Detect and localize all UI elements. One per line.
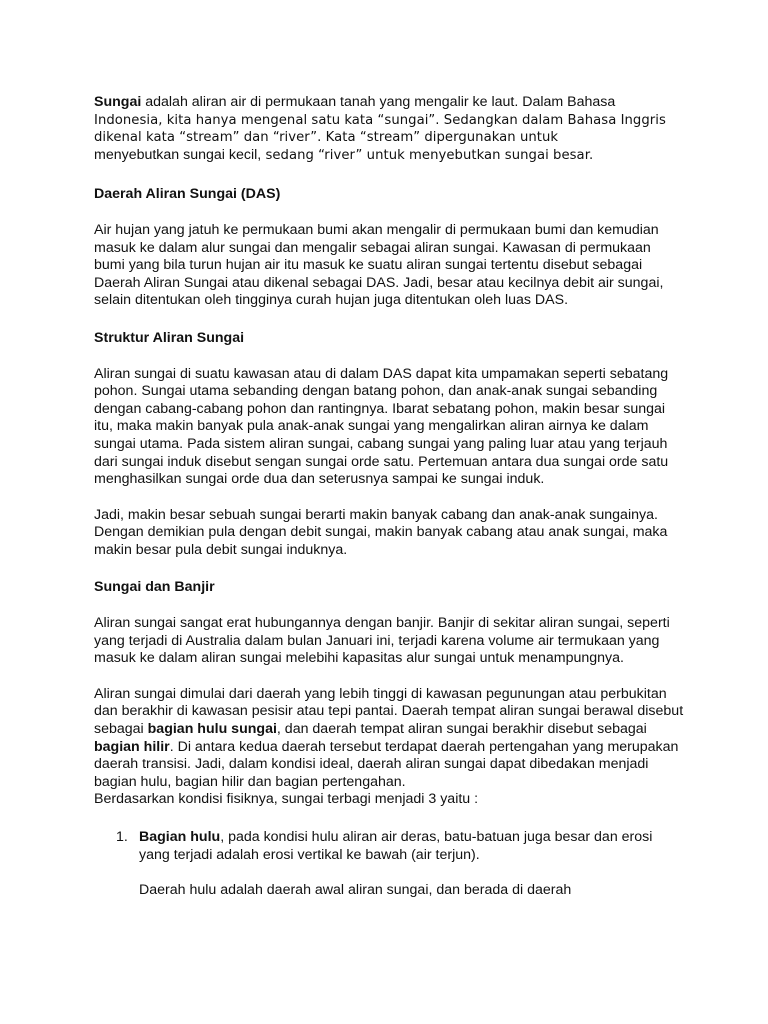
- heading-banjir: Sungai dan Banjir: [94, 579, 215, 596]
- banjir-paragraph-3: Berdasarkan kondisi fisiknya, sungai terbagi menjadi 3 yaitu :: [94, 791, 479, 808]
- intro-text-1: adalah aliran air di permukaan tanah yang mengalir ke laut. Dalam Bahasa: [141, 94, 616, 110]
- heading-struktur: Struktur Aliran Sungai: [94, 329, 245, 346]
- intro-text-3: menyebutkan sungai kecil,: [94, 146, 262, 163]
- term-hilir: bagian hilir: [94, 738, 170, 755]
- banjir-paragraph-2: [94, 686, 684, 792]
- banjir-text-c: , dan daerah tempat aliran sungai berakhir disebut sebagai: [276, 721, 647, 738]
- term-bagian-hulu: Bagian hulu: [139, 829, 221, 845]
- list-item-description: , pada kondisi hulu aliran air deras, batu-batuan juga besar dan erosi yang terjadi adalah erosi vertikal ke bawah (air terjun).: [139, 829, 653, 863]
- intro-text-2: Indonesia, kita hanya mengenal satu kata “sungai”. Sedangkan dalam Bahasa Inggris dikenal kata “stream” dan “river”. Kata “stream” dipergunakan untuk: [94, 112, 666, 146]
- das-paragraph: Air hujan yang jatuh ke permukaan bumi akan mengalir di permukaan bumi dan kemudian masuk ke dalam alur sungai dan mengalir sebagai aliran sungai. Kawasan di permukaan bumi yang bila turun hujan air itu masuk ke suatu aliran sungai tertentu disebut sebagai Daerah Aliran Sungai atau dikenal sebagai DAS. Jadi, besar atau kecilnya debit air sungai, selain ditentukan oleh tingginya curah hujan juga ditentukan oleh luas DAS.: [94, 221, 664, 309]
- term-hulu-sungai: bagian hulu sungai: [147, 721, 277, 738]
- banjir-paragraph-1: Aliran sungai sangat erat hubungannya dengan banjir. Banjir di sekitar aliran sungai, seperti yang terjadi di Australia dalam bulan Januari ini, terjadi karena volume air termukaan yang masuk ke dalam aliran sungai melebihi kapasitas alur sungai untuk menampungnya.: [94, 615, 670, 667]
- intro-paragraph: [94, 94, 684, 164]
- banjir-text-a: Aliran sungai dimulai dari daerah yang lebih tinggi di kawasan pegunungan atau perbukitan dan berakhir di kawasan pesisir atau tepi pantai. Daerah tempat aliran sungai berawal disebut sebagai: [94, 685, 684, 738]
- struktur-paragraph-1: Aliran sungai di suatu kawasan atau di dalam DAS dapat kita umpamakan seperti sebatang pohon. Sungai utama sebanding dengan batang pohon, dan anak-anak sungai sebanding dengan cabang-cabang pohon dan rantingnya. Ibarat sebatang pohon, makin besar sungai itu, maka makin banyak pula anak-anak sungai yang mengalirkan aliran airnya ke dalam sungai utama. Pada sistem aliran sungai, cabang sungai yang paling luar atau yang terjauh dari sungai induk disebut sengan sungai orde satu. Pertemuan antara dua sungai orde satu menghasilkan sungai orde dua dan seterusnya sampai ke sungai induk.: [94, 365, 669, 488]
- intro-text-4: sedang “river” untuk menyebutkan sungai besar.: [261, 147, 594, 163]
- document-page: [94, 94, 684, 900]
- banjir-text-e: . Di antara kedua daerah tersebut terdapat daerah pertengahan yang merupakan daerah transisi. Jadi, dalam kondisi ideal, daerah aliran sungai dapat dibedakan menjadi bagian hulu, bagian hilir dan bagian pertengahan.: [94, 738, 679, 790]
- list-number: 1.: [116, 829, 128, 845]
- list-item: [94, 829, 684, 900]
- struktur-paragraph-2: Jadi, makin besar sebuah sungai berarti makin banyak cabang dan anak-anak sungainya. Dengan demikian pula dengan debit sungai, makin banyak cabang atau anak sungai, maka makin besar pula debit sungai induknya.: [94, 506, 668, 558]
- list-item-text: [139, 829, 684, 864]
- intro-term: Sungai: [94, 94, 142, 110]
- numbered-list: [94, 829, 684, 900]
- list-item-subparagraph: Daerah hulu adalah daerah awal aliran sungai, dan berada di daerah: [139, 882, 572, 899]
- heading-das: Daerah Aliran Sungai (DAS): [94, 186, 281, 203]
